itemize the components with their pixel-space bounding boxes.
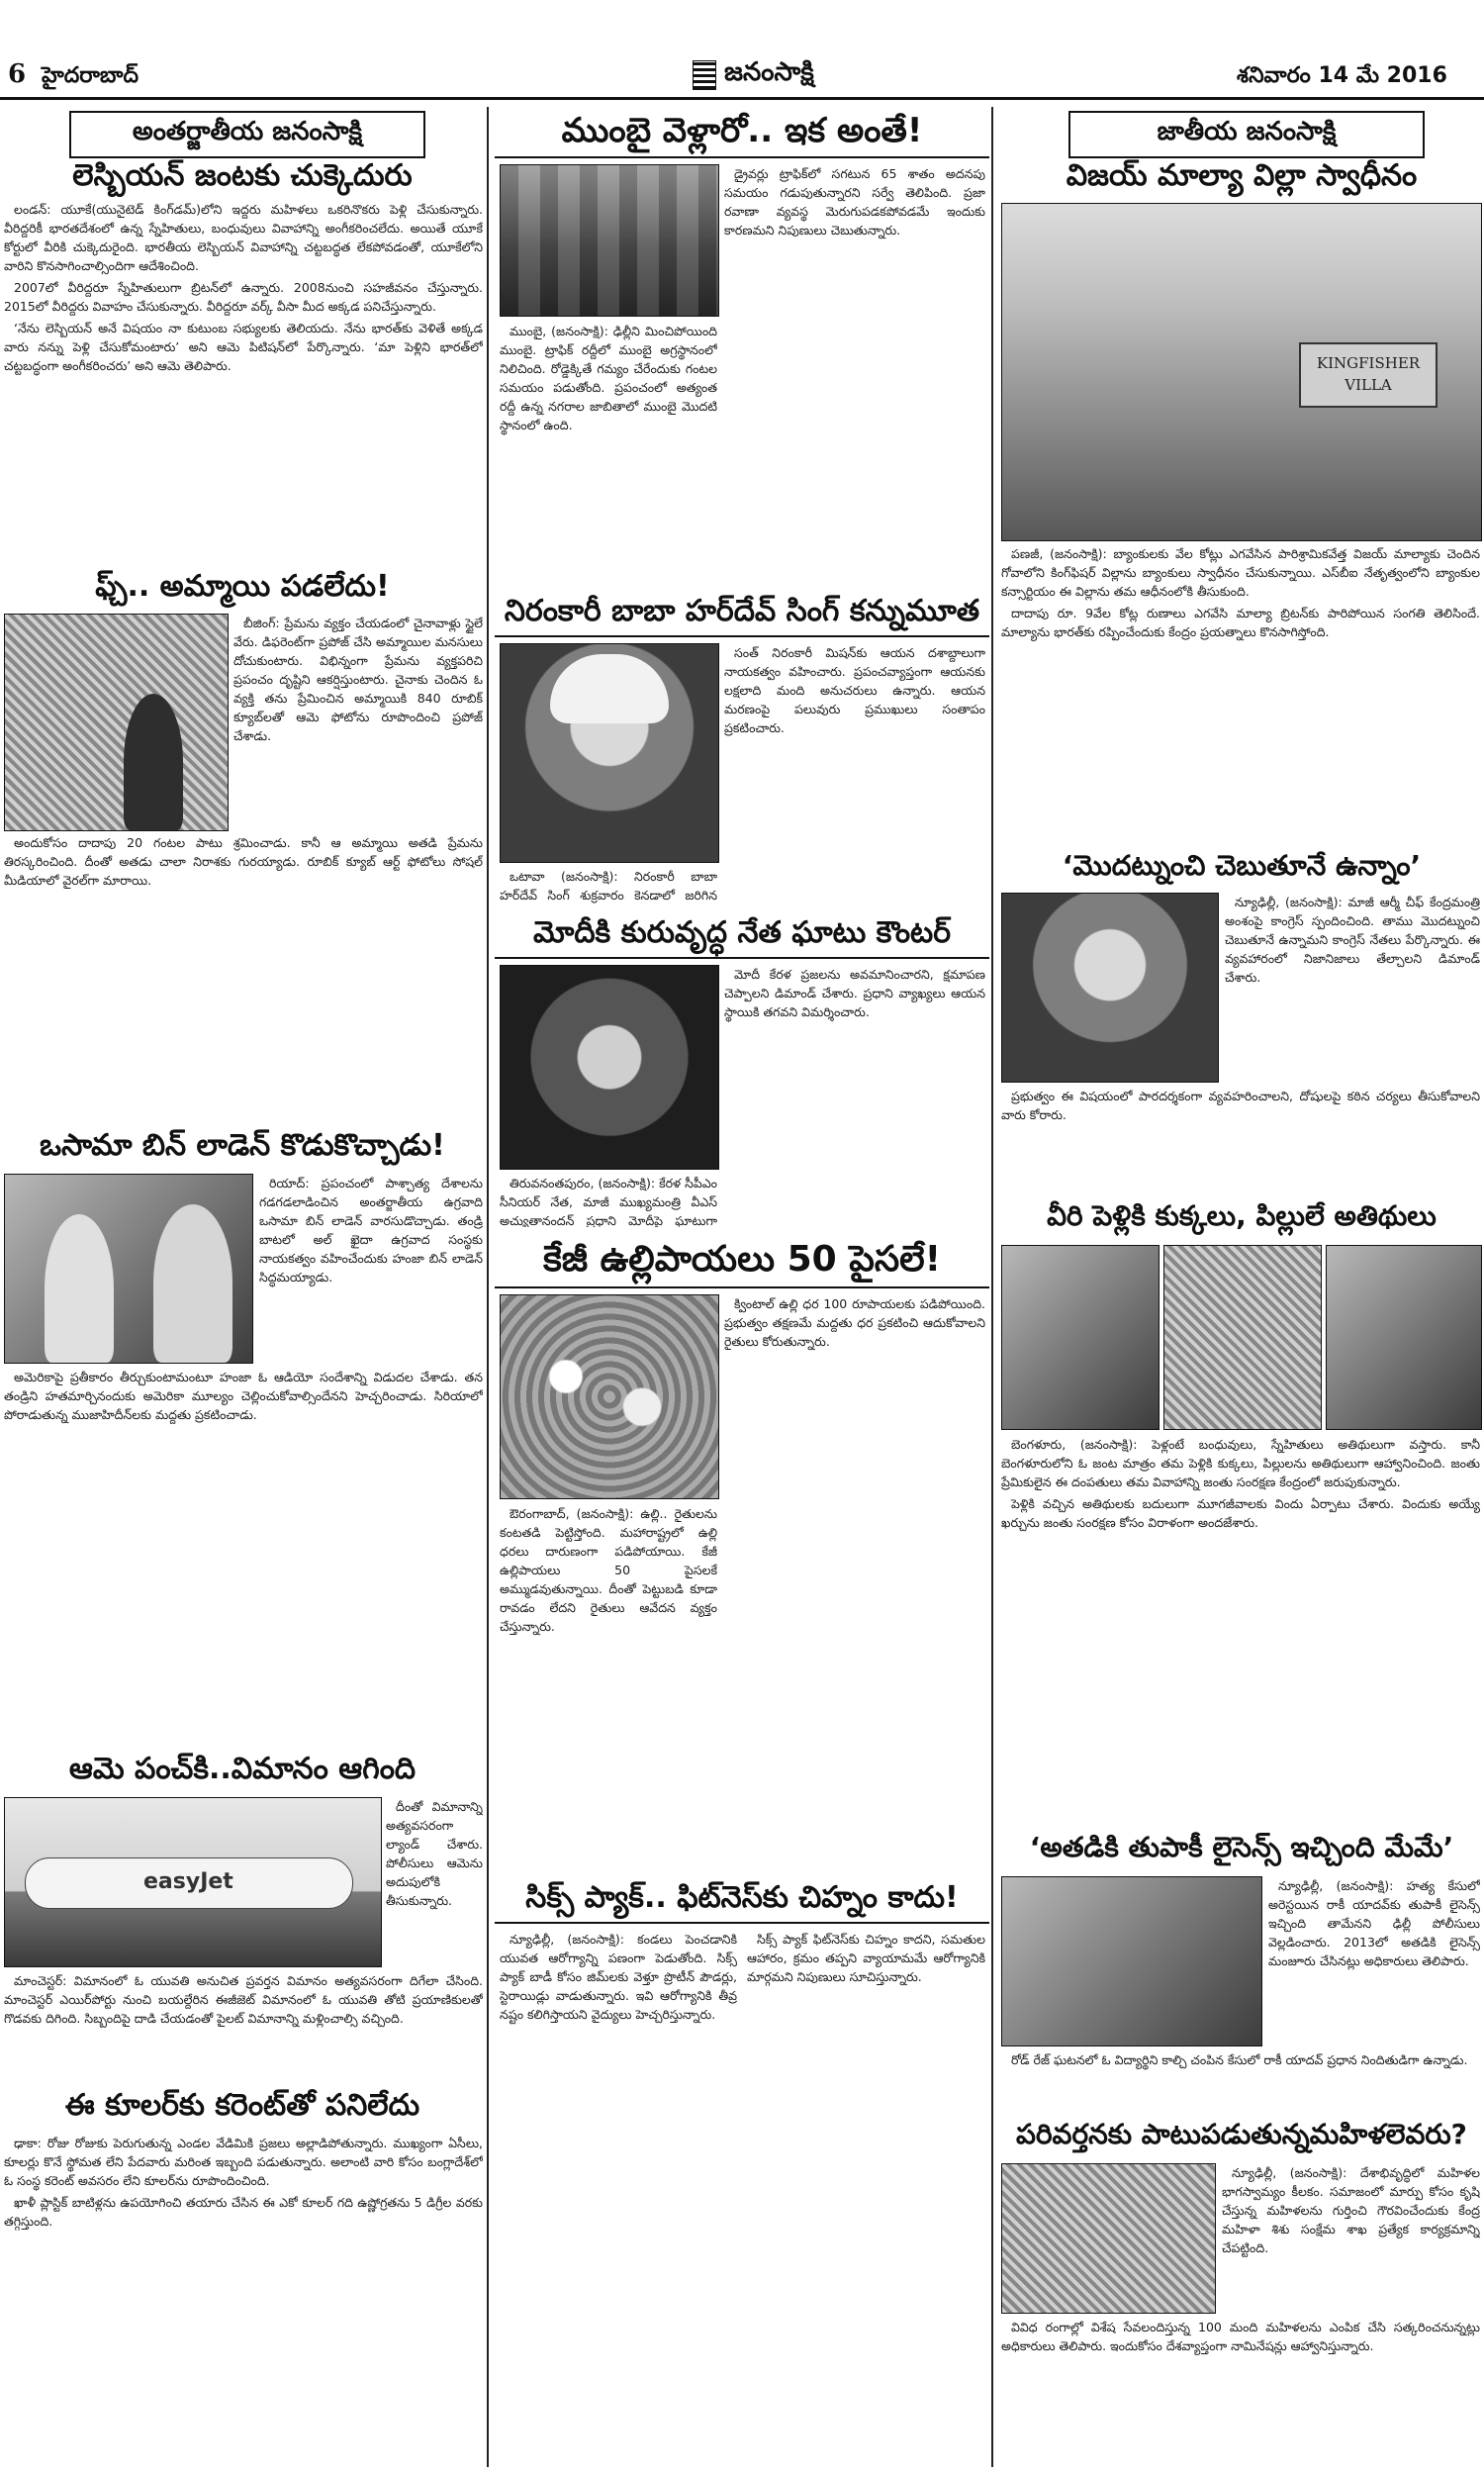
paragraph: బెంగళూరు, (జనంసాక్షి): పెళ్లంటే బంధువులు, స్నేహితులు అతిథులుగా వస్తారు. కానీ బెంగళూరులోని ఓ జంట మాత్రం తమ పెళ్లికి కుక్కలు, పిల్లులను అతిథులుగా ఆహ్వానించింది. జంతు ప్రేమికులైన ఈ దంపతులు తమ వివాహాన్ని జంతు సంరక్షణ కేంద్రంలో జరుపుకున్నారు. bbox=[1001, 1437, 1480, 1489]
headline[interactable]: విజయ్ మాల్యా విల్లా స్వాధీనం bbox=[1066, 158, 1418, 193]
article-body bbox=[386, 1797, 483, 1965]
headline-rule bbox=[495, 635, 989, 637]
shooter-photo bbox=[1001, 1876, 1262, 2046]
paragraph: దాదాపు రూ. 9వేల కోట్ల రుణాలు ఎగవేసి మాల్యా బ్రిటన్‌కు పారిపోయిన సంగతి తెలిసిందే. మాల్యాను భారత్‌కు రప్పించేందుకు కేంద్రం ప్రయత్నాలు కొనసాగిస్తోంది. bbox=[1001, 606, 1480, 639]
paragraph: ప్రభుత్వం ఈ విషయంలో పారదర్శకంగా వ్యవహరించాలని, దోషులపై కఠిన చర్యలు తీసుకోవాలని వారు కోరారు. bbox=[1001, 1089, 1480, 1122]
section-international: అంతర్జాతీయ జనంసాక్షి bbox=[69, 111, 425, 158]
headline[interactable]: వీరి పెళ్లికి కుక్కలు, పిల్లులే అతిథులు bbox=[1047, 1199, 1437, 1232]
article-body bbox=[4, 1368, 483, 1744]
wedding-photo-3 bbox=[1326, 1245, 1482, 1430]
headline-rule bbox=[495, 156, 989, 158]
section-national: జాతీయ జనంసాక్షి bbox=[1068, 111, 1425, 158]
page-number: 6 bbox=[8, 59, 27, 89]
article-body bbox=[1222, 2163, 1480, 2312]
paper-name: జనంసాక్షి bbox=[724, 57, 814, 87]
article-body bbox=[4, 200, 483, 566]
headline[interactable]: సిక్స్ ప్యాక్.. ఫిట్‌నెస్‌కు చిహ్నం కాదు! bbox=[525, 1880, 959, 1915]
headline[interactable]: పరివర్తనకు పాటుపడుతున్నమహిళలెవరు? bbox=[1016, 2118, 1467, 2150]
headline[interactable]: ‘అతడికి తుపాకీ లైసెన్స్ ఇచ్చింది మేమే’ bbox=[1029, 1831, 1454, 1863]
paragraph: తిరువనంతపురం, (జనంసాక్షి): కేరళ సీపీఎం సీనియర్ నేత, మాజీ ముఖ్యమంత్రి వీఎస్ అచ్యుతానందన్ ప్రధాని మోదీపై ఘాటుగా bbox=[500, 1176, 717, 1227]
article-body bbox=[1225, 893, 1480, 1081]
headline[interactable]: మోదీకి కురువృద్ధ నేత ఘాటు కౌంటర్ bbox=[532, 915, 952, 950]
paragraph: మోదీ కేరళ ప్రజలను అవమానించారని, క్షమాపణ చెప్పాలని డిమాండ్ చేశారు. ప్రధాని వ్యాఖ్యలు ఆయన స్థాయికి తగవని విమర్శించారు. bbox=[724, 967, 985, 1019]
person-figure bbox=[153, 1204, 232, 1363]
article-body bbox=[724, 643, 985, 905]
paragraph: డ్రైవర్లు ట్రాఫిక్‌లో సగటున 65 శాతం అదనపు సమయం గడుపుతున్నారని సర్వే తెలిపింది. ప్రజా రవాణా వ్యవస్థ మెరుగుపడకపోవడమే ఇందుకు కారణమని నిపుణులు చెబుతున్నారు. bbox=[724, 166, 985, 238]
paragraph: న్యూఢిల్లీ, (జనంసాక్షి): హత్య కేసులో అరెస్టయిన రాకీ యాదవ్‌కు తుపాకీ లైసెన్స్ ఇచ్చింది తామేనని ఢిల్లీ పోలీసులు వెల్లడించారు. 2013లో అతడికి లైసెన్స్ మంజూరు చేసినట్లు అధికారులు తెలిపారు. bbox=[1268, 1878, 1480, 1968]
headline[interactable]: కేజీ ఉల్లిపాయలు 50 పైసలే! bbox=[542, 1239, 942, 1280]
masthead-rule bbox=[0, 97, 1484, 100]
baba-hardev-singh-photo bbox=[500, 643, 719, 863]
person-figure bbox=[45, 1214, 114, 1363]
masthead bbox=[0, 0, 1484, 99]
vs-achuthanandan-photo bbox=[500, 965, 719, 1170]
headline-rule bbox=[495, 1922, 989, 1924]
headline[interactable]: ముంబై వెళ్లారో.. ఇక అంతే! bbox=[561, 111, 923, 150]
paragraph: లండన్: యూకే(యునైటెడ్ కింగ్‌డమ్)లోని ఇద్దరు మహిళలు ఒకరినొకరు పెళ్లి చేసుకున్నారు. వీరిద్దరికీ భారతదేశంలో ఉన్న స్నేహితులు, బంధువులు వివాహాన్ని అంగీకరించలేదు. అయితే యూకే కోర్టులో వీరికి చుక్కెదురైంది. భారతీయ లెస్బియన్ వివాహాన్ని చట్టబద్ధత లేకపోవడంతో, యూకేలోని వారిని కొనసాగించాల్సిందిగా ఆదేశించింది. bbox=[4, 202, 483, 273]
headline[interactable]: లెస్బియన్ జంటకు చుక్కెదురు bbox=[72, 158, 413, 193]
paragraph: న్యూఢిల్లీ, (జనంసాక్షి): దేశాభివృద్ధిలో మహిళల భాగస్వామ్యం కీలకం. సమాజంలో మార్పు కోసం కృషి చేస్తున్న మహిళలను గుర్తించి గౌరవించేందుకు కేంద్ర మహిళా శిశు సంక్షేమ శాఖ ప్రత్యేక కార్యక్రమాన్ని చేపట్టింది. bbox=[1222, 2165, 1480, 2255]
paragraph: దీంతో విమానాన్ని అత్యవసరంగా ల్యాండ్ చేశారు. పోలీసులు ఆమెను అదుపులోకి తీసుకున్నారు. bbox=[386, 1799, 483, 1908]
headline-rule bbox=[495, 957, 989, 959]
column-divider bbox=[991, 107, 993, 2467]
onions-photo bbox=[500, 1294, 719, 1499]
article-body bbox=[500, 1930, 737, 2469]
paragraph: ఒటావా (జనంసాక్షి): నిరంకారీ బాబా హర్‌దేవ్ సింగ్ శుక్రవారం కెనడాలో జరిగిన bbox=[500, 869, 717, 903]
column-divider bbox=[487, 107, 489, 2467]
paragraph: బీజింగ్: ప్రేమను వ్యక్తం చేయడంలో చైనావాళ్లు స్టైలే వేరు. డిఫరెంట్‌గా ప్రపోజ్ చేసి అమ్మాయిల మనసులు దోచుకుంటారు. విభిన్నంగా ప్రేమను వ్యక్తపరిచి ప్రపంచం దృష్టిని ఆకర్షిస్తుంటారు. చైనాకు చెందిన ఓ వ్యక్తి తను ప్రేమించిన అమ్మాయికి 840 రూబిక్ క్యూబ్‌లతో ఆమె ఫోటోను రూపొందించి ప్రపోజ్ చేశాడు. bbox=[233, 616, 483, 743]
wedding-photo-2 bbox=[1163, 1245, 1322, 1430]
paragraph: అమెరికాపై ప్రతీకారం తీర్చుకుంటామంటూ హంజా ఓ ఆడియో సందేశాన్ని విడుదల చేశాడు. తన తండ్రిని హతమార్చినందుకు అమెరికా మూల్యం చెల్లించుకోవాల్సిందేనని హెచ్చరించాడు. సిరియాలో పోరాడుతున్న ముజాహిదీన్‌లకు మద్దతు ప్రకటించాడు. bbox=[4, 1370, 483, 1422]
paragraph: ఖాళీ ప్లాస్టిక్ బాటిళ్లను ఉపయోగించి తయారు చేసిన ఈ ఎకో కూలర్ గది ఉష్ణోగ్రతను 5 డిగ్రీల వరకు తగ్గిస్తుంది. bbox=[4, 2195, 483, 2229]
plane-livery: easyJet bbox=[143, 1869, 233, 1894]
paragraph: రియాద్: ప్రపంచంలో పాశ్చాత్య దేశాలను గడగడలాడించిన అంతర్జాతీయ ఉగ్రవాది ఒసామా బిన్ లాడెన్ వారసుడొచ్చాడు. తండ్రి బాటలో అల్ ఖైదా ఉగ్రవాద సంస్థకు నాయకత్వం వహించేందుకు హంజా బిన్ లాడెన్ సిద్ధమయ్యాడు. bbox=[259, 1176, 483, 1285]
paragraph: రోడ్ రేజ్ ఘటనలో ఓ విద్యార్థిని కాల్చి చంపిన కేసులో రాకీ యాదవ్ ప్రధాన నిందితుడిగా ఉన్నాడు. bbox=[1011, 2052, 1468, 2067]
paragraph: పణజీ, (జనంసాక్షి): బ్యాంకులకు వేల కోట్లు ఎగవేసిన పారిశ్రామికవేత్త విజయ్ మాల్యాకు చెందిన గోవాలోని కింగ్‌ఫిషర్ విల్లాను బ్యాంకులు స్వాధీనం చేసుకున్నాయి. ఎస్‌బీఐ నేతృత్వంలోని బ్యాంకుల కన్సార్టియం ఈ విల్లాను తమ ఆధీనంలోకి తీసుకుంది. bbox=[1001, 546, 1480, 599]
headline[interactable]: ఫ్చ్.. అమ్మాయి పడలేదు! bbox=[95, 569, 390, 604]
article-body bbox=[233, 614, 483, 829]
sign-line: KINGFISHER bbox=[1316, 354, 1421, 372]
paragraph: ‘నేను లెస్బియన్ అనే విషయం నా కుటుంబ సభ్యులకు తెలియదు. నేను భారత్‌కు వెళితే అక్కడ వారు నన్ను పెళ్లి చేసుకోమంటారు’ అని ఆమె పిటిషన్‌లో పేర్కొన్నారు. ‘మా పెళ్లిని భారత్‌లో చట్టబద్ధంగా అంగీకరించరు’ అని ఆమె తెలిపారు. bbox=[4, 321, 483, 373]
villa-sign bbox=[1299, 342, 1438, 408]
issue-date: శనివారం 14 మే 2016 bbox=[1237, 63, 1447, 88]
rubik-portrait-photo bbox=[4, 614, 229, 831]
article-body bbox=[724, 1294, 985, 1868]
paragraph: న్యూఢిల్లీ, (జనంసాక్షి): కండలు పెంచడానికి యువత ఆరోగ్యాన్ని పణంగా పెడుతోంది. సిక్స్ ప్యాక్ బాడీ కోసం జిమ్‌లకు వెళ్తూ ప్రొటీన్ పౌడర్లు, స్టెరాయిడ్లు వాడుతున్నారు. ఇవి ఆరోగ్యానికి తీవ్ర నష్టం కలిగిస్తాయని వైద్యులు హెచ్చరిస్తున్నారు. bbox=[500, 1932, 737, 2022]
headline[interactable]: ఈ కూలర్‌కు కరెంట్‌తో పనిలేదు bbox=[64, 2088, 420, 2123]
paragraph: అందుకోసం దాదాపు 20 గంటల పాటు శ్రమించాడు. కానీ ఆ అమ్మాయి అతడి ప్రేమను తిరస్కరించింది. దీంతో అతడు చాలా నిరాశకు గురయ్యాడు. రూబిక్ క్యూబ్ ఆర్ట్ ఫోటోలు సోషల్ మీడియాలో వైరల్‌గా మారాయి. bbox=[4, 835, 483, 888]
article-body bbox=[724, 164, 985, 580]
article-body bbox=[4, 2134, 483, 2470]
mumbai-traffic-photo bbox=[500, 164, 719, 317]
paragraph: న్యూఢిల్లీ, (జనంసాక్షి): మాజీ ఆర్మీ చీఫ్ కేంద్రమంత్రి అంశంపై కాంగ్రెస్ స్పందించింది. తాము మొదట్నుంచి చెబుతూనే ఉన్నామని కాంగ్రెస్ నేతలు పేర్కొన్నారు. ఈ వ్యవహారంలో నిజానిజాలు తేల్చాలని డిమాండ్ చేశారు. bbox=[1225, 895, 1480, 985]
edition-city: హైదరాబాద్ bbox=[42, 63, 139, 88]
article-body bbox=[500, 322, 717, 581]
kingfisher-villa-photo bbox=[1001, 203, 1482, 541]
article-body bbox=[500, 1504, 717, 1868]
paragraph: సంత్ నిరంకారీ మిషన్‌కు ఆయన దశాబ్దాలుగా నాయకత్వం వహించారు. ప్రపంచవ్యాప్తంగా ఆయనకు లక్షలాది మంది అనుచరులు ఉన్నారు. ఆయన మరణంపై పలువురు ప్రముఖులు సంతాపం ప్రకటించారు. bbox=[724, 645, 985, 735]
speaker-photo bbox=[1001, 893, 1219, 1083]
sign-line: VILLA bbox=[1345, 376, 1392, 394]
paragraph: ఢాకా: రోజు రోజుకు పెరుగుతున్న ఎండల వేడిమికి ప్రజలు అల్లాడిపోతున్నారు. ముఖ్యంగా ఏసీలు, కూలర్లు కొనే స్థోమత లేని పేదవారు మరింత ఇబ్బంది పడుతున్నారు. అలాంటి వారి కోసం బంగ్లాదేశ్‌లో ఓ సంస్థ కరెంట్ అవసరం లేని కూలర్‌ను రూపొందించింది. bbox=[4, 2136, 483, 2188]
article-body bbox=[747, 1930, 985, 2469]
headline[interactable]: నిరంకారీ బాబా హర్‌దేవ్ సింగ్ కన్నుమూత bbox=[504, 594, 980, 628]
headline-rule bbox=[495, 1286, 989, 1288]
paragraph: క్వింటాల్ ఉల్లి ధర 100 రూపాయలకు పడిపోయింది. ప్రభుత్వం తక్షణమే మద్దతు ధర ప్రకటించి ఆదుకోవాలని రైతులు కోరుతున్నారు. bbox=[724, 1296, 985, 1349]
article-body bbox=[1268, 1876, 1480, 2045]
article-body bbox=[724, 965, 985, 1227]
paragraph: 2007లో వీరిద్దరూ స్నేహితులుగా బ్రిటన్‌లో ఉన్నారు. 2008నుంచి సహజీవనం చేస్తున్నారు. 2015లో వీరిద్దరు వివాహం చేసుకున్నారు. వీరిద్దరూ వర్క్ వీసా మీద అక్కడ పనిచేస్తున్నారు. bbox=[4, 280, 483, 314]
logo-icon bbox=[693, 60, 716, 90]
article-body bbox=[259, 1174, 483, 1362]
paragraph: మాంచెస్టర్: విమానంలో ఓ యువతి అనుచిత ప్రవర్తన విమానం అత్యవసరంగా దిగేలా చేసింది. మాంచెస్టర్ ఎయిర్‌పోర్టు నుంచి బయల్దేరిన ఈజీజెట్ విమానంలో ఓ యువతి తోటి ప్రయాణికులతో గొడవకు దిగింది. సిబ్బందిపై దాడి చేయడంతో పైలట్ విమానాన్ని మళ్లించాల్సి వచ్చింది. bbox=[4, 1973, 483, 2026]
paragraph: వివిధ రంగాల్లో విశేష సేవలందిస్తున్న 100 మంది మహిళలను ఎంపిక చేసి సత్కరించనున్నట్లు అధికారులు తెలిపారు. ఇందుకోసం దేశవ్యాప్తంగా నామినేషన్లు ఆహ్వానిస్తున్నారు. bbox=[1001, 2320, 1480, 2353]
wedding-photo-1 bbox=[1001, 1245, 1159, 1430]
turban-shape bbox=[550, 654, 669, 723]
paragraph: పెళ్లికి వచ్చిన అతిథులకు బదులుగా మూగజీవాలకు విందు ఏర్పాటు చేశారు. విందుకు అయ్యే ఖర్చును జంతు సంరక్షణ కోసం విరాళంగా అందజేశారు. bbox=[1001, 1496, 1480, 1530]
article-body bbox=[500, 1174, 717, 1227]
article-body bbox=[500, 867, 717, 906]
article-body bbox=[1001, 1435, 1480, 1826]
headline[interactable]: ‘మొదట్నుంచి చెబుతూనే ఉన్నాం’ bbox=[1062, 849, 1422, 882]
article-body bbox=[1001, 544, 1480, 841]
women-group-photo bbox=[1001, 2163, 1216, 2314]
article-body bbox=[1001, 2318, 1480, 2468]
paragraph: ఔరంగాబాద్, (జనంసాక్షి): ఉల్లి.. రైతులను కంటతడి పెట్టిస్తోంది. మహారాష్ట్రలో ఉల్లి ధరలు దారుణంగా పడిపోయాయి. కేజీ ఉల్లిపాయలు 50 పైసలకే అమ్ముడవుతున్నాయి. దీంతో పెట్టుబడి కూడా రావడం లేదని రైతులు ఆవేదన వ్యక్తం చేస్తున్నారు. bbox=[500, 1506, 717, 1634]
paragraph: సిక్స్ ప్యాక్ ఫిట్‌నెస్‌కు చిహ్నం కాదని, సమతుల ఆహారం, క్రమం తప్పని వ్యాయామమే ఆరోగ్యానికి మార్గమని నిపుణులు సూచిస్తున్నారు. bbox=[747, 1932, 985, 1984]
easyjet-plane-photo bbox=[4, 1797, 382, 1967]
osama-sons-photo bbox=[4, 1174, 253, 1364]
headline[interactable]: ఆమె పంచ్‌కి..విమానం ఆగింది bbox=[68, 1752, 417, 1786]
paper-logo bbox=[693, 57, 814, 93]
paragraph: ముంబై, (జనంసాక్షి): ఢిల్లీని మించిపోయింది ముంబై. ట్రాఫిక్ రద్దీలో ముంబై అగ్రస్థానంలో నిలిచింది. రోడ్డెక్కితే గమ్యం చేరేందుకు గంటల సమయం పడుతోంది. ప్రపంచంలో అత్యంత రద్దీ ఉన్న నగరాల జాబితాలో ముంబై మొదటి స్థానంలో ఉంది. bbox=[500, 324, 717, 432]
article-body bbox=[4, 833, 483, 1100]
article-body bbox=[1001, 2050, 1480, 2110]
article-body bbox=[1001, 1087, 1480, 1193]
article-body bbox=[4, 1971, 483, 2080]
person-figure bbox=[124, 694, 183, 830]
headline[interactable]: ఒసామా బిన్ లాడెన్ కొడుకొచ్చాడు! bbox=[40, 1128, 445, 1163]
